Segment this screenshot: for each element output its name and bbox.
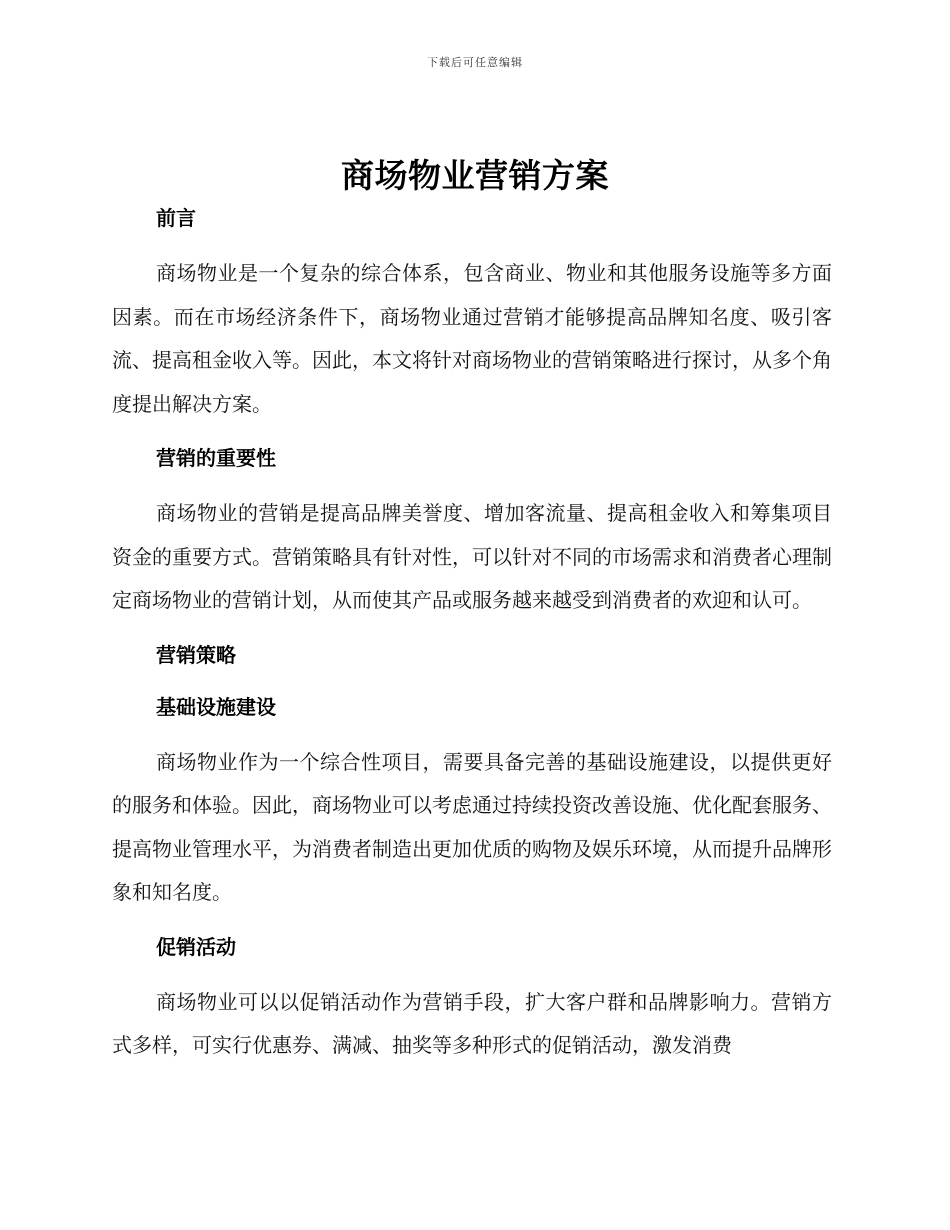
subsection-heading-infrastructure: 基础设施建设 — [156, 694, 276, 719]
subsection-heading-promotion: 促销活动 — [156, 934, 236, 959]
section-heading-strategy: 营销策略 — [156, 642, 236, 667]
section-heading-importance: 营销的重要性 — [156, 446, 276, 470]
importance-paragraph: 商场物业的营销是提高品牌美誉度、增加客流量、提高租金收入和筹集项目资金的重要方式。营销策略具有针对性，可以针对不同的市场需求和消费者心理制定商场物业的营销计划，从而使其产品或服务越来越受到消费者的欢迎和认可。 — [112, 501, 832, 612]
document-body — [112, 200, 832, 1068]
infrastructure-paragraph: 商场物业作为一个综合性项目，需要具备完善的基础设施建设，以提供更好的服务和体验。因此，商场物业可以考虑通过持续投资改善设施、优化配套服务、提高物业管理水平，为消费者制造出更加优质的购物及娱乐环境，从而提升品牌形象和知名度。 — [112, 749, 832, 904]
intro-paragraph: 商场物业是一个复杂的综合体系，包含商业、物业和其他服务设施等多方面因素。而在市场经济条件下，商场物业通过营销才能够提高品牌知名度、吸引客流、提高租金收入等。因此，本文将针对商场物业的营销策略进行探讨，从多个角度提出解决方案。 — [112, 261, 832, 416]
section-heading-intro: 前言 — [156, 206, 196, 230]
document-title: 商场物业营销方案 — [341, 156, 609, 195]
header-note: 下载后可任意编辑 — [427, 56, 523, 69]
promotion-paragraph: 商场物业可以以促销活动作为营销手段，扩大客户群和品牌影响力。营销方式多样，可实行优惠券、满减、抽奖等多种形式的促销活动，激发消费 — [112, 989, 832, 1057]
